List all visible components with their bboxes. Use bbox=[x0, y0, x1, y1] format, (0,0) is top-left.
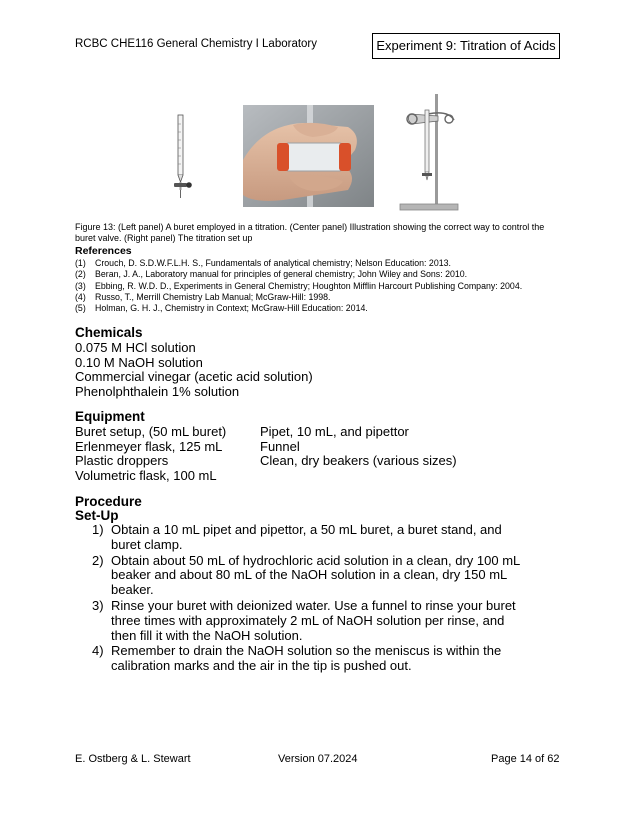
reference-item: (5) Holman, G. H. J., Chemistry in Context; McGraw-Hill Education: 2014. bbox=[75, 303, 368, 314]
procedure-step: 3) Rinse your buret with deionized water. Use a funnel to rinse your buret three times with approximately 2 mL of NaOH solution per rinse, and then fill it with the NaOH solution. bbox=[92, 597, 516, 643]
reference-item: (3) Ebbing, R. W.D. D., Experiments in General Chemistry; Houghton Mifflin Harcourt Publishing Company: 2004. bbox=[75, 280, 523, 291]
equipment-item: Funnel bbox=[260, 438, 300, 454]
figure-caption: Figure 13: (Left panel) A buret employed in a titration. (Center panel) Illustration showing the correct way to control the buret valve. (Right panel) The titration set up bbox=[75, 222, 545, 243]
equipment-item: Clean, dry beakers (various sizes) bbox=[260, 453, 457, 469]
equipment-item: Buret setup, (50 mL buret) bbox=[75, 424, 227, 439]
reference-item: (1) Crouch, D. S.D.W.F.L.H. S., Fundamentals of analytical chemistry; Nelson Education: 2013. bbox=[75, 258, 451, 268]
buret-valve-photo bbox=[243, 105, 374, 207]
reference-item: (2) Beran, J. A., Laboratory manual for principles of general chemistry; John Wiley and Sons: 2010. bbox=[75, 269, 468, 280]
chemicals-heading: Chemicals bbox=[75, 325, 143, 340]
equipment-heading: Equipment bbox=[75, 409, 145, 424]
setup-subheading: Set-Up bbox=[75, 508, 119, 523]
equipment-item: Erlenmeyer flask, 125 mL bbox=[75, 438, 223, 454]
buret-image bbox=[165, 112, 197, 207]
equipment-item: Plastic droppers bbox=[75, 453, 169, 469]
equipment-item: Volumetric flask, 100 mL bbox=[75, 467, 217, 483]
equipment-list bbox=[75, 425, 520, 483]
procedure-step: 2) Obtain about 50 mL of hydrochloric acid solution in a clean, dry 100 mL beaker and about 80 mL of the NaOH solution in a clean, dry 150 mL beaker. bbox=[92, 552, 520, 598]
footer-version: Version 07.2024 bbox=[278, 753, 358, 765]
procedure-heading: Procedure bbox=[75, 494, 142, 509]
titration-setup-image bbox=[398, 92, 460, 214]
header-course: RCBC CHE116 General Chemistry I Laboratory bbox=[75, 38, 318, 50]
chemical-item: Commercial vinegar (acetic acid solution) bbox=[75, 369, 313, 385]
references-title: References bbox=[75, 245, 132, 257]
chemicals-list bbox=[75, 341, 313, 399]
footer-authors: E. Ostberg & L. Stewart bbox=[75, 753, 191, 765]
chemical-item: 0.075 M HCl solution bbox=[75, 340, 196, 355]
footer-page-number: Page 14 of 62 bbox=[491, 753, 560, 765]
procedure-step: 4) Remember to drain the NaOH solution so the meniscus is within the calibration marks and the air in the tip is pushed out. bbox=[92, 643, 502, 674]
equipment-item: Pipet, 10 mL, and pipettor bbox=[260, 424, 409, 439]
chemical-item: 0.10 M NaOH solution bbox=[75, 354, 203, 370]
chemical-item: Phenolphthalein 1% solution bbox=[75, 383, 240, 399]
procedure-steps bbox=[92, 523, 532, 675]
procedure-step: 1) Obtain a 10 mL pipet and pipettor, a 50 mL buret, a buret stand, and buret clamp. bbox=[92, 522, 502, 552]
references-list bbox=[75, 258, 522, 314]
reference-item: (4) Russo, T., Merrill Chemistry Lab Manual; McGraw-Hill: 1998. bbox=[75, 291, 331, 302]
header-experiment-box: Experiment 9: Titration of Acids bbox=[372, 33, 560, 59]
